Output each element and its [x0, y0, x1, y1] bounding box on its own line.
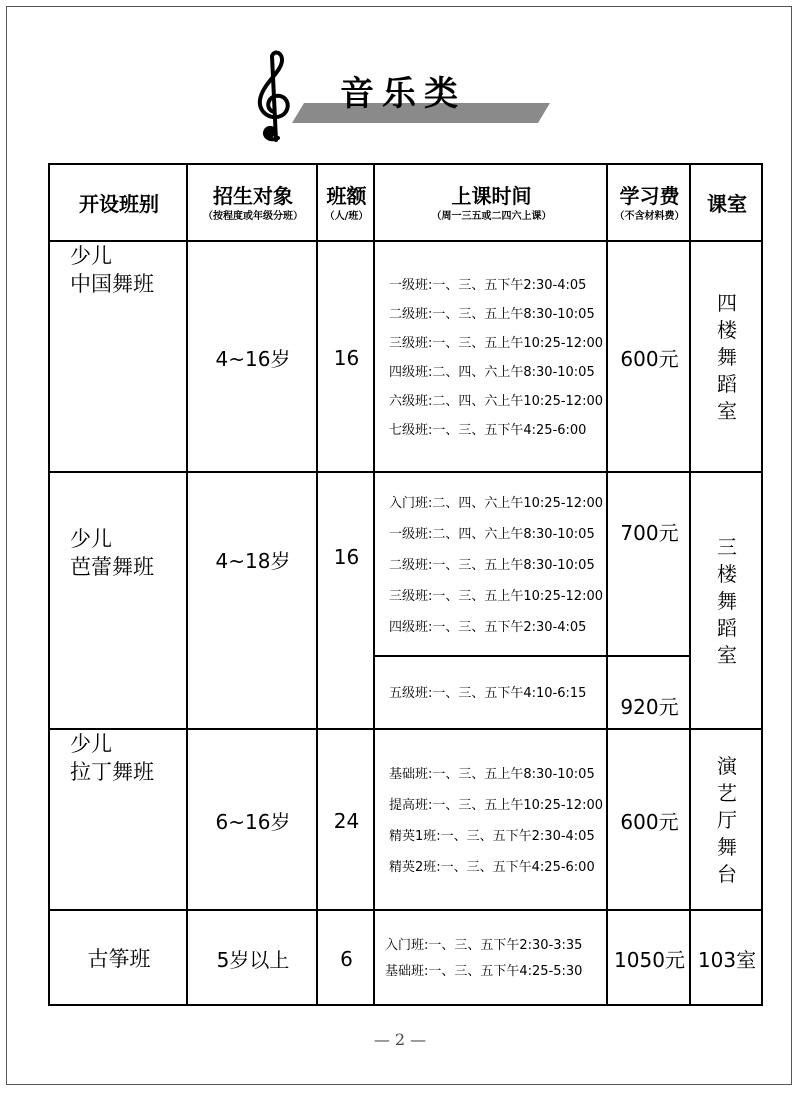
row-ballet-age: 4~18岁 [186, 471, 318, 730]
row-ballet-schedule [373, 471, 608, 657]
room-char: 舞 [717, 589, 737, 613]
schedule-item: 四级班:一、三、五下午2:30-4:05 [389, 619, 587, 635]
header-fee [606, 163, 691, 242]
schedule-item: 七级班:一、三、五下午4:25-6:00 [389, 422, 587, 438]
room-char: 蹈 [717, 372, 737, 396]
class-name-line1: 少儿 [70, 732, 112, 756]
schedule-item: 精英2班:一、三、五下午4:25-6:00 [389, 859, 595, 875]
row-latin-dance-room [689, 728, 763, 911]
row-ballet-name [48, 471, 188, 730]
schedule-item: 三级班:一、三、五上午10:25-12:00 [389, 588, 603, 604]
room-char: 艺 [717, 781, 737, 805]
row-ballet-fee-extra: 920元 [606, 655, 691, 730]
header-room-label: 课室 [707, 191, 747, 216]
header-quota-note: （人/班） [324, 210, 369, 222]
header-class-label: 开设班别 [79, 191, 159, 216]
schedule-item: 提高班:一、三、五上午10:25-12:00 [389, 797, 603, 813]
header-quota-label: 班额 [326, 183, 367, 208]
row-guzheng-room: 103室 [689, 909, 763, 1006]
room-char: 演 [717, 754, 737, 778]
class-name-line2: 拉丁舞班 [70, 760, 154, 784]
row-ballet-schedule-extra [373, 655, 608, 730]
header-time [373, 163, 608, 242]
row-guzheng-age: 5岁以上 [186, 909, 318, 1006]
schedule-item: 精英1班:一、三、五下午2:30-4:05 [389, 828, 595, 844]
room-char: 三 [717, 535, 737, 559]
row-ballet-room [689, 471, 763, 730]
row-chinese-dance-room [689, 240, 763, 473]
room-char: 四 [717, 291, 737, 315]
header-class [48, 163, 188, 242]
row-chinese-dance-fee: 600元 [606, 240, 691, 473]
treble-clef-icon [252, 50, 302, 145]
header-fee-label: 学习费 [619, 183, 680, 208]
row-latin-dance-fee: 600元 [606, 728, 691, 911]
schedule-item: 一级班:二、四、六上午8:30-10:05 [389, 526, 595, 542]
header-quota [316, 163, 375, 242]
room-char: 舞 [717, 345, 737, 369]
room-char: 楼 [717, 562, 737, 586]
row-guzheng-schedule [373, 909, 608, 1006]
room-char: 室 [717, 643, 737, 667]
schedule-item: 入门班:二、四、六上午10:25-12:00 [389, 495, 603, 511]
header-target-note: （按程度或年级分班） [203, 210, 303, 222]
row-latin-dance-quota: 24 [316, 728, 375, 911]
room-char: 台 [717, 862, 737, 886]
schedule-item: 二级班:一、三、五上午8:30-10:05 [389, 557, 595, 573]
schedule-item: 六级班:二、四、六上午10:25-12:00 [389, 393, 603, 409]
row-chinese-dance-schedule [373, 240, 608, 473]
schedule-item: 三级班:一、三、五上午10:25-12:00 [389, 335, 603, 351]
table-right-border [761, 163, 763, 1006]
row-guzheng-fee: 1050元 [606, 909, 691, 1006]
class-name-line2: 芭蕾舞班 [70, 555, 154, 579]
class-name-line1: 少儿 [70, 527, 112, 551]
header-time-label: 上课时间 [451, 183, 532, 208]
table-bottom-border [48, 1004, 763, 1006]
header-fee-note: （不含材料费） [614, 210, 685, 222]
row-chinese-dance-name [48, 240, 188, 473]
class-name-line1: 少儿 [70, 244, 112, 268]
schedule-item: 基础班:一、三、五下午4:25-5:30 [385, 963, 583, 979]
page-title: 音乐类 [340, 74, 466, 114]
class-name-line2: 中国舞班 [70, 272, 154, 296]
schedule-item: 基础班:一、三、五上午8:30-10:05 [389, 766, 595, 782]
header-target [186, 163, 318, 242]
row-chinese-dance-quota: 16 [316, 240, 375, 473]
schedule-item: 入门班:一、三、五下午2:30-3:35 [385, 937, 583, 953]
row-chinese-dance-age: 4~16岁 [186, 240, 318, 473]
row-guzheng-name: 古筝班 [48, 909, 188, 1006]
row-latin-dance-schedule [373, 728, 608, 911]
room-char: 楼 [717, 318, 737, 342]
header-target-label: 招生对象 [213, 183, 293, 208]
schedule-item: 一级班:一、三、五下午2:30-4:05 [389, 277, 587, 293]
room-char: 室 [717, 399, 737, 423]
row-ballet-fee: 700元 [606, 471, 691, 657]
schedule-item: 四级班:二、四、六上午8:30-10:05 [389, 364, 595, 380]
room-char: 蹈 [717, 616, 737, 640]
header-room [689, 163, 763, 242]
header-time-note: （周一三五或二四六上课） [431, 210, 552, 222]
schedule-item: 二级班:一、三、五上午8:30-10:05 [389, 306, 595, 322]
row-guzheng-quota: 6 [316, 909, 375, 1006]
schedule-item: 五级班:一、三、五下午4:10-6:15 [389, 686, 587, 701]
room-char: 舞 [717, 835, 737, 859]
row-latin-dance-name [48, 728, 188, 911]
row-ballet-quota: 16 [316, 471, 375, 730]
room-char: 厅 [717, 808, 737, 832]
page-number: — 2 — [373, 1030, 427, 1049]
row-latin-dance-age: 6~16岁 [186, 728, 318, 911]
